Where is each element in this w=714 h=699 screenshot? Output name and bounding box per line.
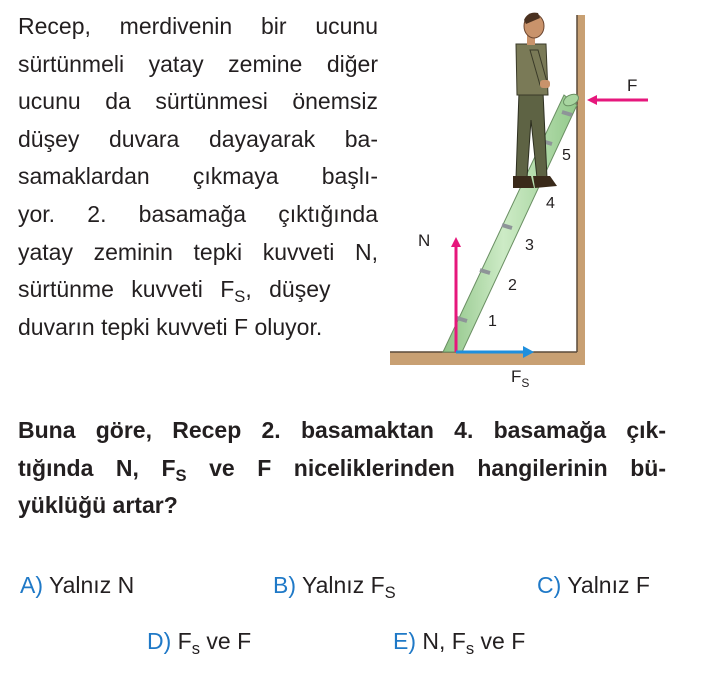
- label-Fs: $F_S$: [511, 367, 530, 390]
- subscript: S: [175, 465, 187, 485]
- paragraph-line: sürtünmeli yatay zemine diğer: [18, 50, 378, 77]
- ladder-figure: [385, 0, 714, 400]
- paragraph-line: duvarın tepki kuvveti F oluyor.: [18, 313, 323, 340]
- question-text-part: tığında N, F: [18, 454, 176, 481]
- option-letter: E): [393, 628, 416, 654]
- paragraph-line: yor. 2. basamağa çıktığında: [18, 200, 378, 227]
- option-text: N, F: [422, 628, 466, 654]
- subscript: S: [234, 287, 246, 307]
- paragraph-line: düşey duvara dayayarak ba-: [18, 125, 378, 152]
- question-line: [18, 450, 666, 488]
- option-letter: D): [147, 628, 172, 654]
- option-c[interactable]: [537, 572, 650, 599]
- option-text: ve F: [200, 628, 252, 654]
- question-text-part: ve F niceliklerinden hangilerinin bü-: [186, 454, 666, 481]
- option-text: Yalnız F: [301, 572, 385, 598]
- option-text: Yalnız F: [567, 572, 650, 598]
- option-letter: C): [537, 572, 562, 598]
- question-line: yüklüğü artar?: [18, 492, 178, 518]
- step-number: 1: [488, 313, 497, 330]
- option-text: F: [177, 628, 192, 654]
- subscript: s: [465, 638, 475, 658]
- paragraph-line: ucunu da sürtünmesi önemsiz: [18, 88, 378, 115]
- option-letter: B): [273, 572, 296, 598]
- ladder: [443, 92, 580, 352]
- wall: [577, 15, 585, 365]
- label-N: N: [418, 231, 431, 250]
- option-d[interactable]: [147, 628, 252, 658]
- subscript: S: [384, 582, 396, 602]
- paragraph-text: , düşey: [245, 276, 331, 303]
- question-text: [18, 412, 666, 525]
- option-e[interactable]: [393, 628, 526, 658]
- paragraph-line: yatay zeminin tepki kuvveti N,: [18, 238, 378, 265]
- paragraph-line: Recep, merdivenin bir ucunu: [18, 13, 378, 39]
- label-F: F: [627, 76, 638, 95]
- step-number: 3: [525, 237, 534, 254]
- step-number: 4: [546, 195, 555, 212]
- option-text: ve F: [474, 628, 526, 654]
- step-number: 2: [508, 277, 517, 294]
- paragraph-line: samaklardan çıkmaya başlı-: [18, 163, 378, 190]
- question-line: Buna göre, Recep 2. basamaktan 4. basamağa çık-: [18, 417, 666, 443]
- subscript: s: [191, 638, 201, 658]
- paragraph-line: [18, 271, 378, 309]
- option-b[interactable]: [273, 572, 396, 602]
- option-letter: A): [20, 572, 43, 598]
- option-text: Yalnız N: [48, 572, 135, 598]
- step-number: 5: [562, 147, 571, 164]
- option-a[interactable]: [20, 572, 134, 599]
- paragraph-text: sürtünme kuvveti F: [18, 276, 235, 303]
- floor: [390, 352, 585, 365]
- problem-paragraph: [18, 8, 378, 346]
